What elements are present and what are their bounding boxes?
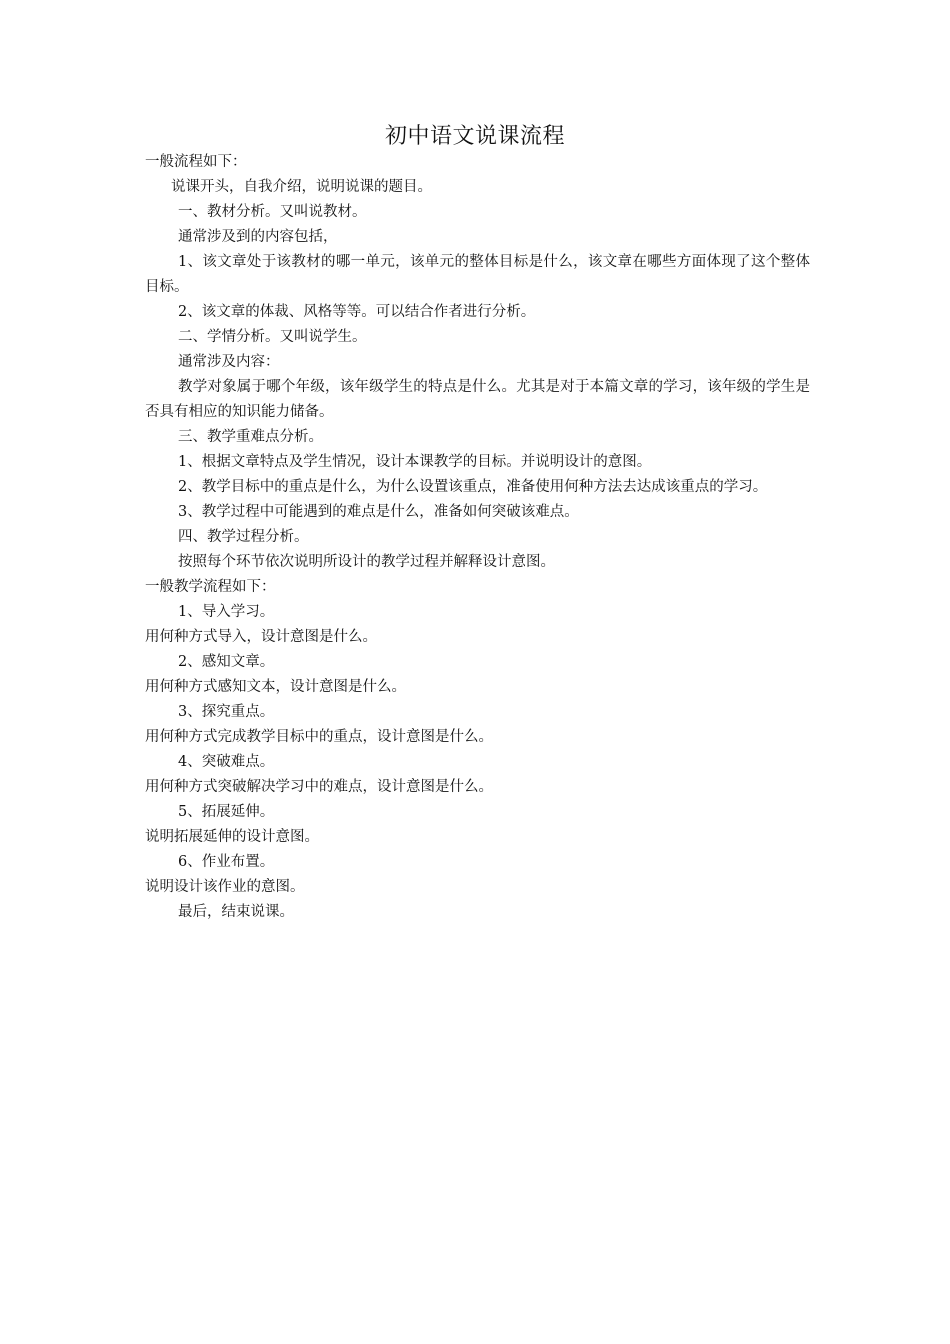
paragraph: 三、教学重难点分析。 (178, 429, 323, 445)
paragraph: 用何种方式突破解决学习中的难点，设计意图是什么。 (145, 779, 493, 795)
document-title: 初中语文说课流程 (384, 124, 565, 149)
paragraph: 通常涉及内容： (178, 354, 280, 370)
paragraph: 5、拓展延伸。 (178, 804, 275, 820)
paragraph: 1、根据文章特点及学生情况，设计本课教学的目标。并说明设计的意图。 (178, 454, 652, 470)
paragraph: 用何种方式完成教学目标中的重点，设计意图是什么。 (145, 729, 493, 745)
paragraph: 3、教学过程中可能遇到的难点是什么，准备如何突破该难点。 (178, 504, 579, 520)
document-body (145, 150, 810, 925)
paragraph: 2、该文章的体裁、风格等等。可以结合作者进行分析。 (178, 304, 536, 320)
paragraph: 通常涉及到的内容包括， (178, 229, 338, 245)
paragraph: 1、导入学习。 (178, 604, 275, 620)
paragraph: 1、该文章处于该教材的哪一单元，该单元的整体目标是什么，该文章在哪些方面体现了这个整体目标。 (145, 254, 810, 295)
paragraph: 说课开头，自我介绍，说明说课的题目。 (171, 179, 432, 195)
paragraph: 四、教学过程分析。 (178, 529, 309, 545)
paragraph: 一般教学流程如下： (145, 579, 276, 595)
paragraph: 6、作业布置。 (178, 854, 275, 870)
paragraph: 一、教材分析。又叫说教材。 (178, 204, 367, 220)
paragraph: 用何种方式感知文本，设计意图是什么。 (145, 679, 406, 695)
paragraph: 最后，结束说课。 (178, 904, 294, 920)
paragraph: 二、学情分析。又叫说学生。 (178, 329, 367, 345)
paragraph: 用何种方式导入，设计意图是什么。 (145, 629, 377, 645)
paragraph: 2、感知文章。 (178, 654, 275, 670)
paragraph: 2、教学目标中的重点是什么，为什么设置该重点，准备使用何种方法去达成该重点的学习。 (178, 479, 768, 495)
paragraph: 教学对象属于哪个年级，该年级学生的特点是什么。尤其是对于本篇文章的学习，该年级的学生是否具有相应的知识能力储备。 (145, 379, 810, 420)
paragraph: 说明设计该作业的意图。 (145, 879, 305, 895)
paragraph: 按照每个环节依次说明所设计的教学过程并解释设计意图。 (178, 554, 555, 570)
paragraph: 说明拓展延伸的设计意图。 (145, 829, 319, 845)
paragraph: 一般流程如下： (145, 154, 247, 170)
paragraph: 4、突破难点。 (178, 754, 275, 770)
paragraph: 3、探究重点。 (178, 704, 275, 720)
